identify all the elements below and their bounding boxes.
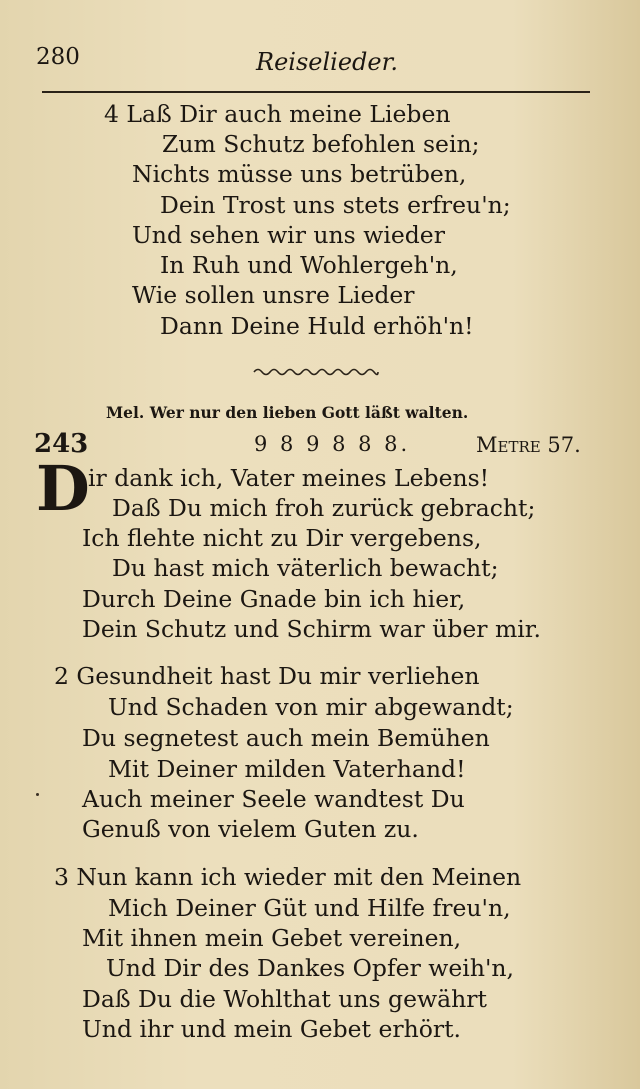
stanza-line: Genuß von vielem Guten zu.: [82, 815, 419, 843]
stanza-line: 3 Nun kann ich wieder mit den Meinen: [54, 863, 522, 891]
stanza-line: Mit Deiner milden Vaterhand!: [108, 755, 466, 783]
wavy-divider-ornament: [252, 366, 380, 378]
drop-cap: D: [36, 452, 90, 525]
print-speck: [36, 793, 39, 796]
stanza-line: 4 Laß Dir auch meine Lieben: [104, 100, 451, 128]
stanza-line: Du hast mich väterlich bewacht;: [112, 554, 499, 582]
stanza-line: Und Schaden von mir abgewandt;: [108, 693, 514, 721]
hymn-number: 243: [34, 429, 89, 459]
stanza-line: Zum Schutz befohlen sein;: [162, 130, 480, 158]
metre-reference: Metre 57.: [476, 433, 581, 457]
stanza-line: Und sehen wir uns wieder: [132, 221, 445, 249]
stanza-line: Dann Deine Huld erhöh'n!: [160, 312, 474, 340]
stanza-line: Dein Trost uns stets erfreu'n;: [160, 191, 511, 219]
stanza-line: Auch meiner Seele wandtest Du: [82, 785, 465, 813]
stanza-line: Mich Deiner Güt und Hilfe freu'n,: [108, 894, 511, 922]
stanza-line: Durch Deine Gnade bin ich hier,: [82, 585, 466, 613]
melody-reference: Mel. Wer nur den lieben Gott läßt walten.: [106, 403, 469, 422]
stanza-line: Wie sollen unsre Lieder: [132, 281, 415, 309]
stanza-line: Mit ihnen mein Gebet vereinen,: [82, 924, 462, 952]
stanza-line: Dein Schutz und Schirm war über mir.: [82, 615, 541, 643]
stanza-line: Nichts müsse uns betrüben,: [132, 160, 467, 188]
stanza-line: Daß Du die Wohlthat uns gewährt: [82, 985, 487, 1013]
header-rule: [42, 91, 590, 93]
stanza-line: 2 Gesundheit hast Du mir verliehen: [54, 662, 480, 690]
stanza-line: Und ihr und mein Gebet erhört.: [82, 1015, 462, 1043]
stanza-line: Du segnetest auch mein Bemühen: [82, 724, 490, 752]
stanza-line: In Ruh und Wohlergeh'n,: [160, 251, 458, 279]
stanza-line: Ich flehte nicht zu Dir vergebens,: [82, 524, 482, 552]
page-number: 280: [36, 44, 80, 70]
stanza-line: Daß Du mich froh zurück gebracht;: [112, 494, 536, 522]
running-title: Reiselieder.: [256, 48, 399, 76]
stanza-line: Und Dir des Dankes Opfer weih'n,: [106, 954, 515, 982]
stanza-line: ir dank ich, Vater meines Lebens!: [88, 464, 490, 492]
meter-pattern: 9 8 9 8 8 8.: [254, 432, 411, 456]
